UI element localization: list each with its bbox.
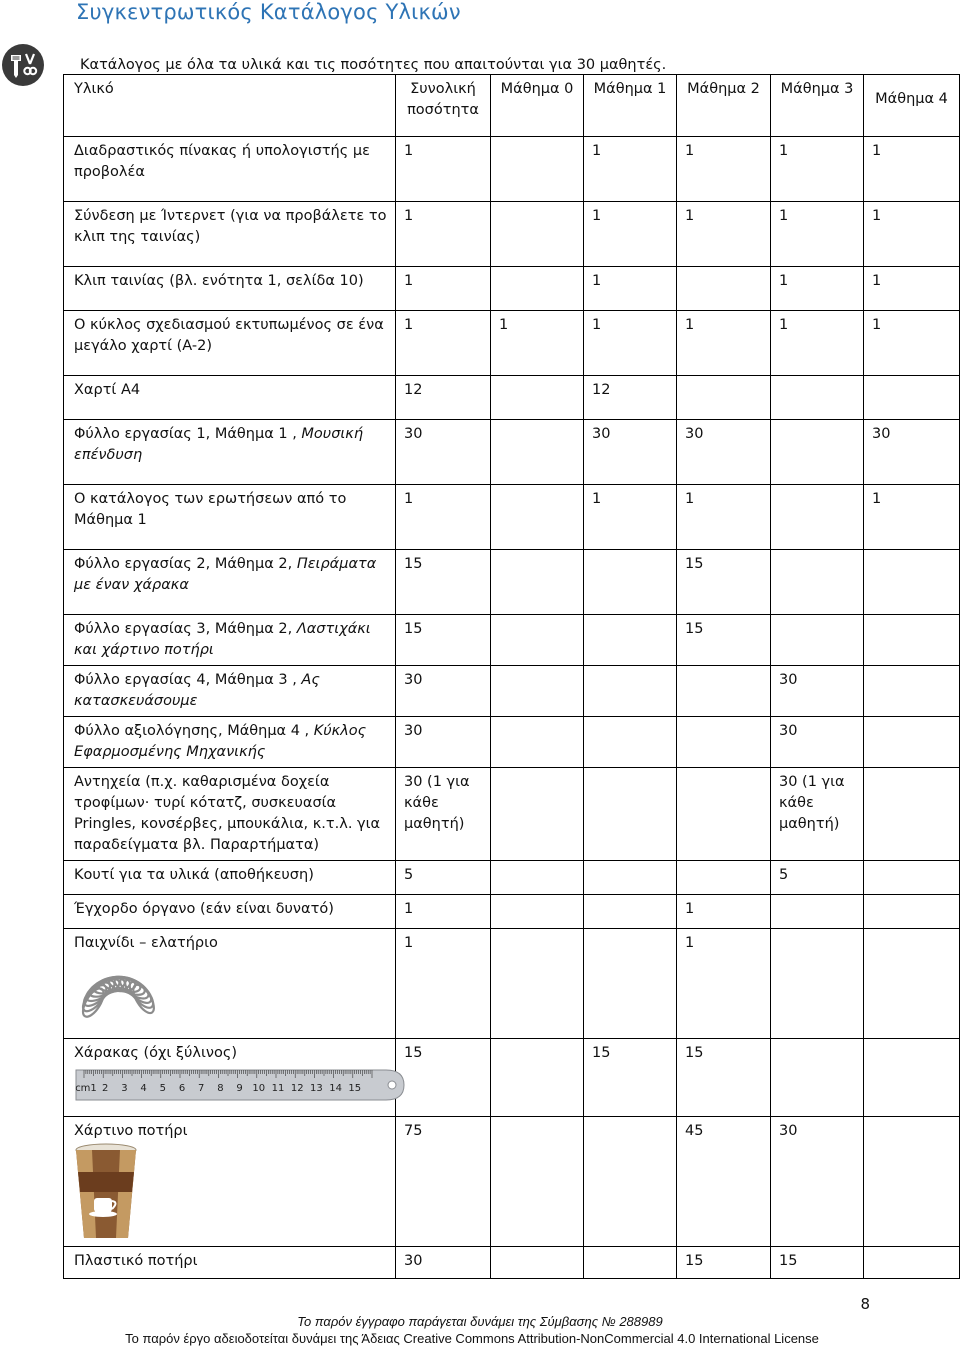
lesson-0-cell	[491, 550, 584, 615]
table-row	[64, 1117, 960, 1247]
table-row	[64, 485, 960, 550]
material-cell	[64, 311, 396, 376]
total-cell: 1	[396, 929, 491, 1039]
footer-license: Το παρόν έργο αδειοδοτείται δυνάμει της Άδειας Creative Commons Attribution-NonCommercial 4.0 International License	[125, 1331, 819, 1346]
lesson-2-cell	[677, 717, 771, 768]
ruler-tick-label: 2	[102, 1083, 109, 1094]
lesson-2-cell: 30	[677, 420, 771, 485]
table-row	[64, 1039, 960, 1117]
logo-icon	[2, 44, 44, 86]
lesson-2-cell: 15	[677, 550, 771, 615]
lesson-3-cell	[771, 929, 864, 1039]
total-cell: 30	[396, 1247, 491, 1279]
lesson-3-cell: 5	[771, 861, 864, 895]
lesson-4-cell	[864, 717, 960, 768]
total-cell: 30	[396, 717, 491, 768]
total-cell: 30 (1 για κάθε μαθητή)	[396, 768, 491, 861]
table-row	[64, 666, 960, 717]
lesson-4-cell: 30	[864, 420, 960, 485]
material-cell	[64, 768, 396, 861]
table-row	[64, 615, 960, 666]
lesson-1-cell	[584, 615, 677, 666]
lesson-4-cell: 1	[864, 485, 960, 550]
lesson-3-cell	[771, 1039, 864, 1117]
lesson-2-cell	[677, 861, 771, 895]
lesson-0-cell	[491, 202, 584, 267]
header-lesson-1: Μάθημα 1	[584, 75, 677, 137]
material-name: Κλιπ ταινίας (βλ. ενότητα 1, σελίδα 10)	[74, 273, 364, 289]
table-row	[64, 550, 960, 615]
lesson-3-cell: 1	[771, 267, 864, 311]
total-cell: 15	[396, 550, 491, 615]
lesson-2-cell: 45	[677, 1117, 771, 1247]
lesson-2-cell	[677, 376, 771, 420]
lesson-2-cell	[677, 768, 771, 861]
material-cell	[64, 137, 396, 202]
material-cell	[64, 615, 396, 666]
material-cell	[64, 485, 396, 550]
paper-cup-image	[74, 1142, 138, 1242]
total-cell: 1	[396, 137, 491, 202]
table-row	[64, 929, 960, 1039]
material-cell	[64, 376, 396, 420]
material-cell	[64, 202, 396, 267]
lesson-4-cell	[864, 861, 960, 895]
lesson-2-cell: 1	[677, 929, 771, 1039]
total-cell: 30	[396, 420, 491, 485]
lesson-0-cell	[491, 861, 584, 895]
table-row	[64, 895, 960, 929]
lesson-2-cell: 1	[677, 202, 771, 267]
table-row	[64, 1247, 960, 1279]
material-cell	[64, 929, 396, 1039]
lesson-4-cell: 1	[864, 311, 960, 376]
ruler-tick-label: 11	[271, 1083, 285, 1094]
page-number: 8	[860, 1295, 870, 1313]
total-cell: 75	[396, 1117, 491, 1247]
lesson-1-cell	[584, 717, 677, 768]
material-name: Χάρτινο ποτήρι	[74, 1123, 188, 1139]
total-cell: 15	[396, 615, 491, 666]
total-cell: 1	[396, 202, 491, 267]
lesson-0-cell	[491, 768, 584, 861]
total-cell: 15	[396, 1039, 491, 1117]
lesson-4-cell	[864, 929, 960, 1039]
material-cell	[64, 267, 396, 311]
lesson-1-cell: 12	[584, 376, 677, 420]
lesson-1-cell	[584, 1247, 677, 1279]
material-name: Χαρτί A4	[74, 382, 141, 398]
lesson-4-cell: 1	[864, 137, 960, 202]
total-cell: 1	[396, 311, 491, 376]
lesson-4-cell	[864, 895, 960, 929]
header-lesson-0: Μάθημα 0	[491, 75, 584, 137]
lesson-3-cell	[771, 376, 864, 420]
material-name: Φύλλο εργασίας 4, Μάθημα 3 ,	[74, 672, 302, 688]
ruler-tick-label: 8	[217, 1083, 224, 1094]
total-cell: 5	[396, 861, 491, 895]
lesson-0-cell	[491, 1247, 584, 1279]
lesson-3-cell: 30 (1 για κάθε μαθητή)	[771, 768, 864, 861]
lesson-1-cell: 15	[584, 1039, 677, 1117]
lesson-1-cell: 1	[584, 267, 677, 311]
material-name: Φύλλο εργασίας 2, Μάθημα 2,	[74, 556, 297, 572]
lesson-0-cell	[491, 137, 584, 202]
lesson-1-cell	[584, 929, 677, 1039]
lesson-4-cell	[864, 550, 960, 615]
material-name: Έγχορδο όργανο (εάν είναι δυνατό)	[74, 901, 334, 917]
ruler-tick-label: 12	[290, 1083, 304, 1094]
ruler-tick-label: cm1	[75, 1083, 97, 1094]
lesson-0-cell	[491, 895, 584, 929]
lesson-4-cell	[864, 615, 960, 666]
table-row	[64, 202, 960, 267]
lesson-1-cell: 1	[584, 137, 677, 202]
material-name: Σύνδεση με Ίντερνετ (για να προβάλετε το κλιπ της ταινίας)	[74, 208, 387, 245]
lesson-1-cell: 1	[584, 485, 677, 550]
ruler-tick-label: 7	[198, 1083, 205, 1094]
ruler-tick-label: 9	[236, 1083, 243, 1094]
lesson-2-cell: 1	[677, 311, 771, 376]
material-name: Αντηχεία (π.χ. καθαρισμένα δοχεία τροφίμων· τυρί κότατζ, συσκευασία Pringles, κονσέρβες, μπουκάλια, κ.τ.λ. για παραδείγματα βλ. Παραρτήματα)	[74, 774, 381, 853]
material-name: Φύλλο αξιολόγησης, Μάθημα 4 ,	[74, 723, 314, 739]
material-name: Φύλλο εργασίας 3, Μάθημα 2,	[74, 621, 297, 637]
lesson-1-cell	[584, 550, 677, 615]
material-name: Παιχνίδι – ελατήριο	[74, 935, 218, 951]
table-row	[64, 861, 960, 895]
lesson-4-cell: 1	[864, 267, 960, 311]
ruler-tick-label: 13	[310, 1083, 323, 1094]
lesson-0-cell	[491, 485, 584, 550]
material-cell	[64, 1117, 396, 1247]
footer-grant: Το παρόν έγγραφο παράγεται δυνάμει της Σύμβασης № 288989	[297, 1314, 663, 1329]
lesson-3-cell	[771, 420, 864, 485]
ruler-tick-label: 5	[159, 1083, 166, 1094]
lesson-3-cell	[771, 485, 864, 550]
material-name: Πλαστικό ποτήρι	[74, 1253, 198, 1269]
lesson-0-cell	[491, 929, 584, 1039]
material-title-italic: Λαστιχάκι και χάρτινο ποτήρι	[74, 621, 371, 658]
table-row	[64, 376, 960, 420]
table-row	[64, 768, 960, 861]
lesson-1-cell	[584, 666, 677, 717]
lesson-2-cell: 15	[677, 1247, 771, 1279]
material-cell	[64, 1039, 396, 1117]
total-cell: 1	[396, 267, 491, 311]
slinky-image	[74, 954, 164, 1034]
lesson-1-cell	[584, 768, 677, 861]
total-cell: 12	[396, 376, 491, 420]
ruler-tick-label: 15	[348, 1083, 362, 1094]
table-row	[64, 267, 960, 311]
header-lesson-3: Μάθημα 3	[771, 75, 864, 137]
lesson-4-cell	[864, 1247, 960, 1279]
table-row	[64, 717, 960, 768]
lesson-3-cell	[771, 550, 864, 615]
lesson-1-cell	[584, 1117, 677, 1247]
lesson-0-cell	[491, 615, 584, 666]
intro-text: Κατάλογος με όλα τα υλικά και τις ποσότητες που απαιτούνται για 30 μαθητές.	[80, 57, 667, 73]
ruler-tick-label: 4	[140, 1083, 147, 1094]
material-name: Κουτί για τα υλικά (αποθήκευση)	[74, 867, 314, 883]
ruler-tick-label: 6	[178, 1083, 186, 1094]
lesson-3-cell: 1	[771, 137, 864, 202]
material-cell	[64, 895, 396, 929]
lesson-2-cell: 15	[677, 615, 771, 666]
material-name: Διαδραστικός πίνακας ή υπολογιστής με προβολέα	[74, 143, 370, 180]
header-lesson-2: Μάθημα 2	[677, 75, 771, 137]
lesson-2-cell	[677, 666, 771, 717]
lesson-2-cell: 1	[677, 485, 771, 550]
lesson-0-cell	[491, 1039, 584, 1117]
material-title-italic: Πειράματα με έναν χάρακα	[74, 556, 377, 593]
material-name: Ο κύκλος σχεδιασμού εκτυπωμένος σε ένα μεγάλο χαρτί (A-2)	[74, 317, 384, 354]
table-row	[64, 420, 960, 485]
material-title-italic: Μουσική επένδυση	[74, 426, 364, 463]
ruler-image	[74, 1064, 410, 1102]
lesson-3-cell: 30	[771, 1117, 864, 1247]
ruler-tick-label: 14	[329, 1083, 342, 1094]
lesson-0-cell	[491, 717, 584, 768]
lesson-3-cell: 1	[771, 202, 864, 267]
lesson-2-cell: 15	[677, 1039, 771, 1117]
material-cell	[64, 861, 396, 895]
header-total: Συνολική ποσότητα	[396, 75, 491, 137]
lesson-3-cell: 1	[771, 311, 864, 376]
lesson-0-cell	[491, 267, 584, 311]
lesson-0-cell: 1	[491, 311, 584, 376]
lesson-4-cell	[864, 666, 960, 717]
lesson-0-cell	[491, 666, 584, 717]
header-lesson-4: Μάθημα 4	[864, 75, 960, 137]
materials-table	[63, 74, 960, 1279]
lesson-3-cell	[771, 615, 864, 666]
material-cell	[64, 550, 396, 615]
lesson-1-cell: 1	[584, 202, 677, 267]
lesson-2-cell: 1	[677, 895, 771, 929]
lesson-0-cell	[491, 420, 584, 485]
material-title-italic: Ας κατασκευάσουμε	[74, 672, 320, 709]
material-name: Ο κατάλογος των ερωτήσεων από το Μάθημα 1	[74, 491, 347, 528]
material-cell	[64, 420, 396, 485]
ruler-tick-label: 10	[252, 1083, 266, 1094]
material-cell	[64, 1247, 396, 1279]
material-name: Χάρακας (όχι ξύλινος)	[74, 1045, 237, 1061]
total-cell: 1	[396, 485, 491, 550]
lesson-1-cell	[584, 861, 677, 895]
lesson-3-cell	[771, 895, 864, 929]
lesson-4-cell	[864, 376, 960, 420]
lesson-4-cell: 1	[864, 202, 960, 267]
header-material: Υλικό	[64, 75, 396, 137]
material-name: Φύλλο εργασίας 1, Μάθημα 1 ,	[74, 426, 302, 442]
total-cell: 30	[396, 666, 491, 717]
lesson-4-cell	[864, 1039, 960, 1117]
lesson-4-cell	[864, 768, 960, 861]
table-row	[64, 137, 960, 202]
lesson-3-cell: 30	[771, 717, 864, 768]
lesson-0-cell	[491, 376, 584, 420]
lesson-1-cell: 1	[584, 311, 677, 376]
lesson-3-cell: 30	[771, 666, 864, 717]
lesson-2-cell	[677, 267, 771, 311]
table-row	[64, 311, 960, 376]
total-cell: 1	[396, 895, 491, 929]
material-title-italic: Κύκλος Εφαρμοσμένης Μηχανικής	[74, 723, 367, 760]
lesson-4-cell	[864, 1117, 960, 1247]
lesson-2-cell: 1	[677, 137, 771, 202]
material-cell	[64, 666, 396, 717]
lesson-0-cell	[491, 1117, 584, 1247]
material-cell	[64, 717, 396, 768]
lesson-1-cell	[584, 895, 677, 929]
lesson-3-cell: 15	[771, 1247, 864, 1279]
page-title: Συγκεντρωτικός Κατάλογος Υλικών	[76, 0, 461, 24]
lesson-1-cell: 30	[584, 420, 677, 485]
ruler-tick-label: 3	[121, 1083, 128, 1094]
header-row	[64, 75, 960, 137]
